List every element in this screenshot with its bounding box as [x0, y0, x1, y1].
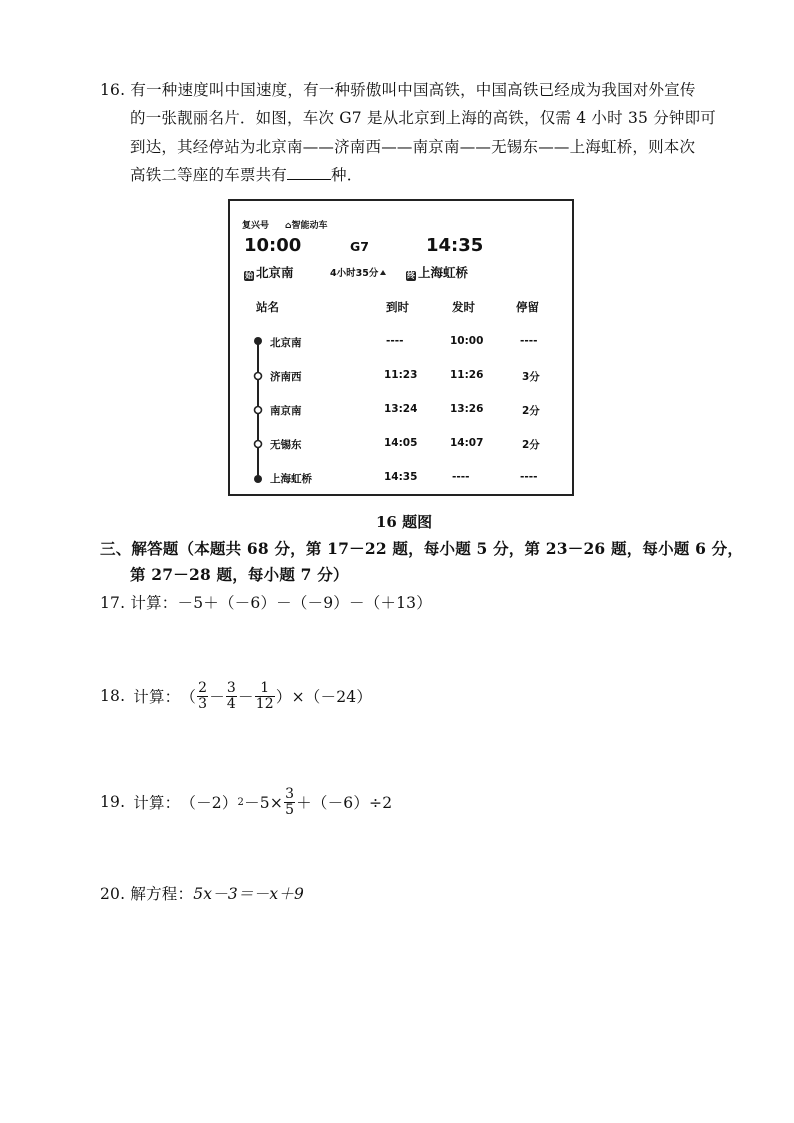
q17-label: 计算： — [130, 594, 178, 612]
duration-text: 4小时35分 — [330, 268, 379, 279]
q16-line-1: 16. 有一种速度叫中国速度，有一种骄傲叫中国高铁，中国高铁已经成为我国对外宣传 — [100, 81, 696, 99]
denominator: 4 — [226, 695, 236, 712]
to-station-name: 上海虹桥 — [418, 265, 469, 280]
denominator: 3 — [198, 695, 208, 712]
header-station: 站名 — [256, 300, 279, 314]
row-stay: 2分 — [522, 439, 540, 451]
q19-label: 计算： — [133, 794, 181, 812]
numerator: 1 — [255, 681, 275, 697]
stop-dot-end — [254, 475, 262, 483]
fraction — [197, 681, 208, 711]
brand-label: 复兴号 — [242, 221, 270, 231]
q19-tail: ＋（－6）÷2 — [296, 794, 393, 812]
route-line — [250, 331, 266, 483]
q18-label: 计算： — [133, 688, 181, 706]
row-stay: 2分 — [522, 405, 540, 417]
duration — [330, 265, 386, 279]
q19-mid: －5× — [244, 794, 284, 812]
q20 — [100, 882, 304, 904]
row-depart: 10:00 — [450, 335, 484, 347]
q19-base: （－2） — [180, 794, 238, 812]
row-stay: ---- — [520, 471, 538, 483]
q20-expression: 5x－3＝－x＋9 — [193, 885, 305, 903]
row-arrive: 13:24 — [384, 403, 418, 415]
fraction — [226, 681, 237, 711]
row-station: 南京南 — [270, 405, 302, 417]
row-depart: ---- — [452, 471, 470, 483]
fraction — [255, 681, 275, 711]
q18-open-paren: （ — [180, 688, 197, 706]
to-station — [406, 263, 468, 281]
smart-train-label: 智能动车 — [291, 221, 328, 231]
stop-dot — [255, 373, 262, 380]
row-arrive: 14:35 — [384, 471, 418, 483]
stop-dot-start — [254, 337, 262, 345]
row-station: 上海虹桥 — [270, 473, 312, 485]
q17-expression: －5＋（－6）－（－9）－（＋13） — [177, 594, 432, 612]
operator: － — [209, 688, 225, 706]
fraction — [284, 787, 295, 817]
q18-number: 18. — [100, 687, 126, 705]
stop-dot — [255, 441, 262, 448]
header-depart: 发时 — [452, 300, 475, 314]
q20-label: 解方程： — [130, 885, 194, 903]
train-icon: ⌂ — [285, 221, 292, 231]
row-arrive: ---- — [386, 335, 404, 347]
q19-exponent: 2 — [237, 796, 245, 808]
train-number: G7 — [350, 239, 369, 254]
arrive-time: 14:35 — [426, 235, 484, 256]
smart-train-tag — [285, 218, 327, 231]
row-station: 北京南 — [270, 337, 302, 349]
q20-number: 20. — [100, 885, 126, 903]
row-depart: 11:26 — [450, 369, 484, 381]
q16-line-2: 的一张靓丽名片．如图，车次 G7 是从北京到上海的高铁，仅需 4 小时 35 分钟即可 — [130, 109, 716, 127]
numerator: 2 — [198, 679, 208, 696]
q18-tail: ）×（－24） — [275, 688, 373, 706]
header-stay: 停留 — [516, 300, 539, 314]
q16-line-4 — [130, 163, 362, 185]
q16-line-4-tail: 种． — [331, 166, 363, 184]
start-badge-icon: 始 — [245, 271, 253, 280]
q17-number: 17. — [100, 594, 126, 612]
row-stay: ---- — [520, 335, 538, 347]
train-timetable-figure — [228, 199, 574, 496]
row-arrive: 14:05 — [384, 437, 418, 449]
denominator: 5 — [285, 801, 295, 818]
from-station — [244, 263, 294, 281]
q16-line-3: 到达，其经停站为北京南——济南西——南京南——无锡东——上海虹桥，则本次 — [130, 138, 696, 156]
row-depart: 14:07 — [450, 437, 484, 449]
row-arrive: 11:23 — [384, 369, 418, 381]
depart-time: 10:00 — [244, 235, 302, 256]
numerator: 3 — [285, 785, 295, 802]
denominator: 12 — [255, 695, 274, 712]
figure-caption: 16 题图 — [376, 513, 433, 531]
row-depart: 13:26 — [450, 403, 484, 415]
section-heading-line-1: 三、解答题（本题共 68 分，第 17－22 题，每小题 5 分，第 23－26 题，每小题 6 分， — [100, 539, 744, 558]
section-heading-line-2: 第 27－28 题，每小题 7 分） — [130, 565, 349, 584]
stop-dot — [255, 407, 262, 414]
q19-number: 19. — [100, 793, 126, 811]
end-badge-icon: 终 — [407, 271, 415, 280]
from-station-name: 北京南 — [256, 265, 294, 280]
row-station: 无锡东 — [270, 439, 302, 451]
q16-line-4-text: 高铁二等座的车票共有 — [130, 166, 288, 184]
expand-triangle-icon — [380, 270, 386, 275]
q18 — [100, 676, 372, 716]
header-arrive: 到时 — [386, 300, 409, 314]
row-stay: 3分 — [522, 371, 540, 383]
answer-blank — [287, 167, 331, 180]
operator: － — [238, 688, 254, 706]
row-station: 济南西 — [270, 371, 302, 383]
q17 — [100, 591, 432, 613]
numerator: 3 — [226, 679, 236, 696]
q19 — [100, 782, 392, 822]
